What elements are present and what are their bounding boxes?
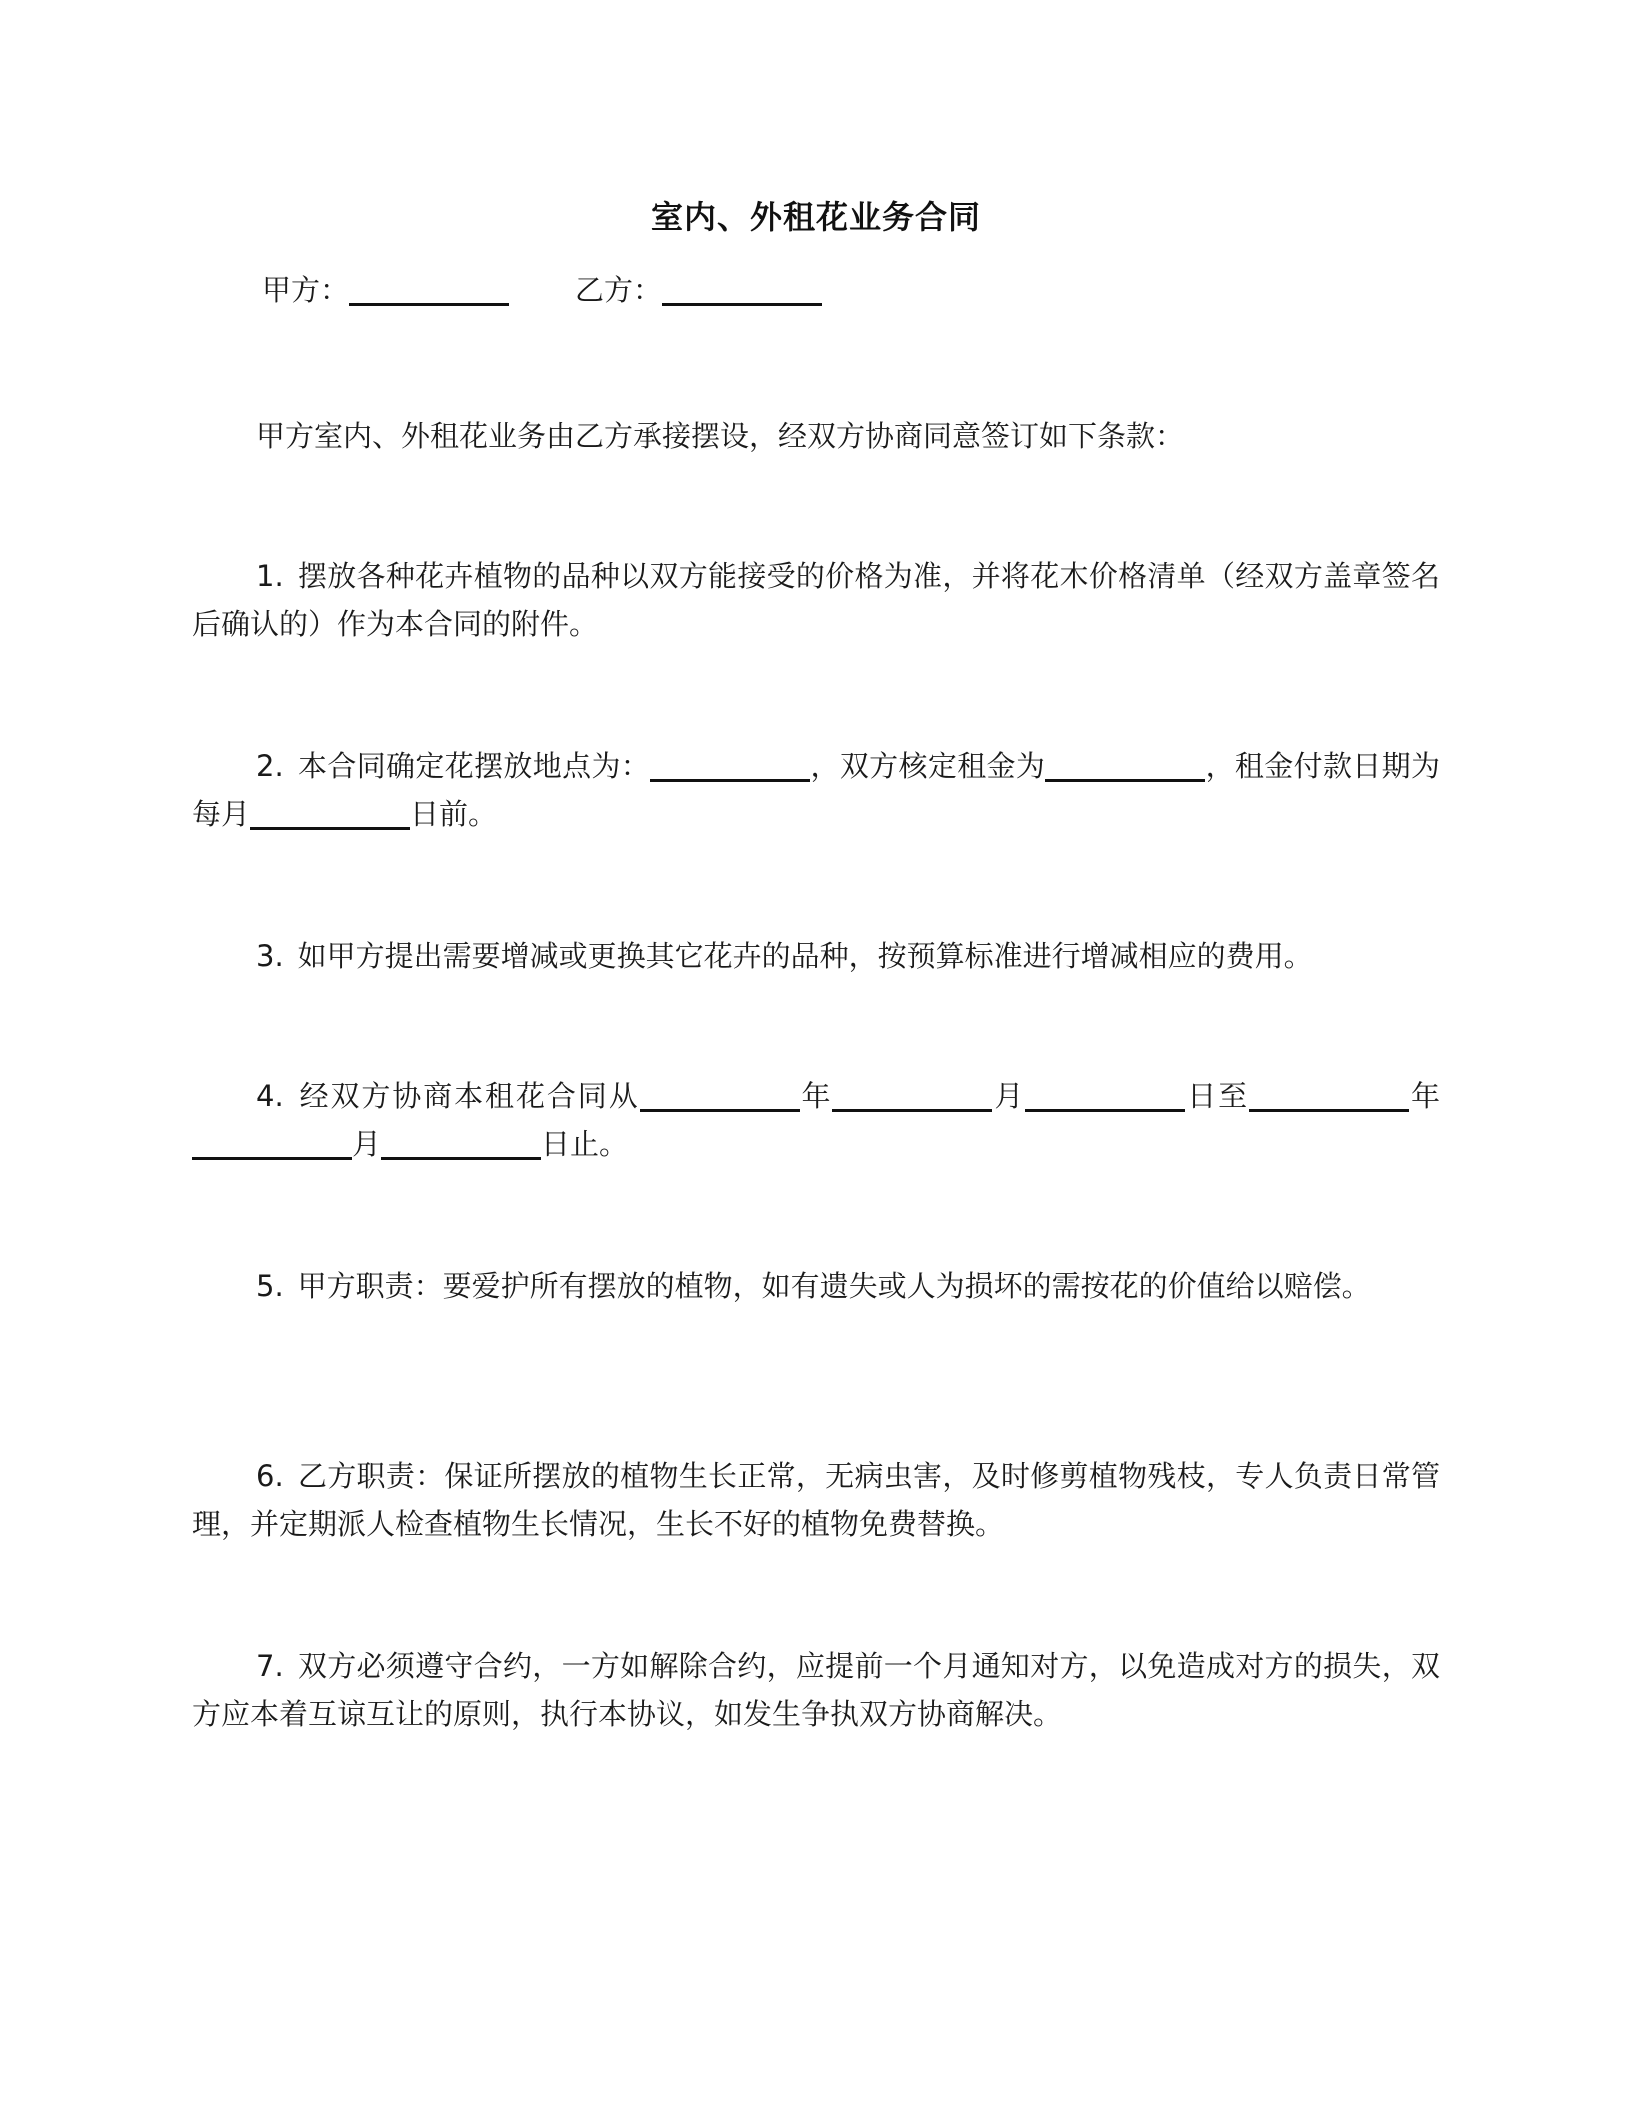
start-day-blank[interactable] bbox=[1025, 1079, 1185, 1112]
clause-number: 2. bbox=[256, 749, 284, 783]
clause-text: 双方必须遵守合约，一方如解除合约，应提前一个月通知对方，以免造成对方的损失，双方应本着互谅互让的原则，执行本协议，如发生争执双方协商解决。 bbox=[192, 1649, 1440, 1731]
end-month-blank[interactable] bbox=[192, 1127, 352, 1160]
payment-day-blank[interactable] bbox=[250, 797, 410, 830]
clause-number: 6. bbox=[256, 1459, 284, 1493]
party-a-blank[interactable] bbox=[349, 273, 509, 306]
party-a-label: 甲方： bbox=[262, 273, 350, 307]
clause-number: 4. bbox=[256, 1079, 284, 1113]
clause-5 bbox=[192, 1262, 1440, 1310]
start-month-blank[interactable] bbox=[832, 1079, 992, 1112]
clause-3 bbox=[192, 932, 1440, 980]
clause-number: 7. bbox=[256, 1649, 284, 1683]
clause-text: 本合同确定花摆放地点为： bbox=[297, 749, 651, 783]
parties-line bbox=[262, 268, 822, 309]
clause-text: 甲方职责：要爱护所有摆放的植物，如有遗失或人为损坏的需按花的价值给以赔偿。 bbox=[297, 1269, 1371, 1303]
intro-paragraph: 甲方室内、外租花业务由乙方承接摆设，经双方协商同意签订如下条款： bbox=[256, 419, 1185, 453]
clause-number: 5. bbox=[256, 1269, 284, 1303]
clause-text: 摆放各种花卉植物的品种以双方能接受的价格为准，并将花木价格清单（经双方盖章签名后确认的）作为本合同的附件。 bbox=[192, 559, 1440, 641]
party-b-label: 乙方： bbox=[575, 273, 663, 307]
month-label: 月 bbox=[992, 1079, 1026, 1113]
clause-7 bbox=[192, 1642, 1440, 1738]
end-year-blank[interactable] bbox=[1249, 1079, 1409, 1112]
month-label: 月 bbox=[352, 1127, 382, 1161]
party-b-blank[interactable] bbox=[662, 273, 822, 306]
clause-2 bbox=[192, 742, 1440, 838]
rent-blank[interactable] bbox=[1045, 749, 1205, 782]
clause-number: 3. bbox=[256, 939, 284, 973]
year-label: 年 bbox=[799, 1079, 833, 1113]
location-blank[interactable] bbox=[650, 749, 810, 782]
clause-text: ，双方核定租金为 bbox=[810, 749, 1046, 783]
end-day-blank[interactable] bbox=[381, 1127, 541, 1160]
clause-text: ，租金付款日期为每月 bbox=[192, 749, 1440, 831]
clause-text: 乙方职责：保证所摆放的植物生长正常，无病虫害，及时修剪植物残枝，专人负责日常管理，并定期派人检查植物生长情况，生长不好的植物免费替换。 bbox=[192, 1459, 1440, 1541]
clause-text: 如甲方提出需要增减或更换其它花卉的品种，按预算标准进行增减相应的费用。 bbox=[297, 939, 1313, 973]
day-to-label: 日至 bbox=[1185, 1079, 1250, 1113]
clause-text: 日前。 bbox=[410, 797, 498, 831]
day-end-label: 日止。 bbox=[541, 1127, 629, 1161]
clause-1 bbox=[192, 552, 1440, 648]
document-title: 室内、外租花业务合同 bbox=[650, 198, 981, 236]
clause-6 bbox=[192, 1452, 1440, 1548]
clause-number: 1. bbox=[256, 559, 284, 593]
clause-4 bbox=[192, 1072, 1440, 1168]
clause-text: 经双方协商本租花合同从 bbox=[297, 1079, 640, 1113]
year-label: 年 bbox=[1409, 1079, 1440, 1113]
start-year-blank[interactable] bbox=[640, 1079, 800, 1112]
